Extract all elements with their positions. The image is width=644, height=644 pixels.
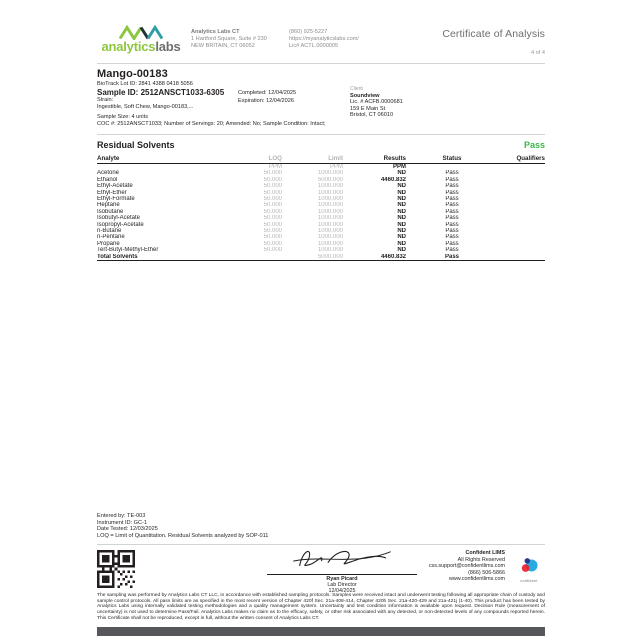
client-block — [350, 86, 403, 119]
header — [97, 24, 545, 63]
footer-divider — [97, 544, 545, 545]
loq-value: 50.000 — [263, 215, 282, 222]
strain-label: Strain: — [97, 97, 114, 103]
page-number: 4 of 4 — [531, 50, 545, 56]
status-value: Pass — [445, 170, 459, 177]
coc-line: COC #: 2512ANSCT1033; Number of Servings: 20; Amended: No; Sample Condition: Intact; — [97, 120, 326, 127]
status-value: Pass — [445, 240, 459, 247]
loq-value: 50.000 — [263, 227, 282, 234]
table-header-row — [97, 155, 545, 163]
lab-phone: (860) 925-5227 — [289, 29, 328, 35]
analyticslabs-logo-icon — [118, 25, 164, 40]
loq-value: 50.000 — [263, 183, 282, 190]
loq-value: 50.000 — [263, 202, 282, 209]
result-value: ND — [397, 208, 406, 215]
lims-website: www.confidentlims.com — [448, 576, 505, 583]
status-value: Pass — [445, 176, 459, 183]
analyte-name: Isobutyl-Acetate — [97, 215, 141, 222]
limit-value: 1000.000 — [317, 221, 343, 228]
analyte-name: Isobutane — [97, 208, 124, 215]
biotrack-lot-id: BioTrack Lot ID: 2841 4388 0418 5056 — [97, 81, 193, 87]
client-address-line2: Bristol, CT 06010 — [350, 112, 394, 119]
certificate-title-block — [442, 28, 545, 56]
lims-phone: (866) 506-5866 — [468, 569, 505, 576]
page-bottom-bar — [97, 627, 545, 636]
analyte-name: n-Butane — [97, 227, 122, 234]
analyte-name: Heptane — [97, 202, 120, 209]
certificate-page — [97, 24, 545, 637]
sample-size: Sample Size: 4 units — [97, 114, 148, 120]
limit-value: 1000.000 — [317, 227, 343, 234]
client-label: Client — [350, 86, 363, 92]
signature-block — [262, 547, 422, 594]
entry-details — [97, 513, 268, 539]
lab-address — [191, 29, 267, 50]
limit-value: 1000.000 — [317, 195, 343, 202]
result-value: ND — [397, 234, 406, 241]
disclaimer-text: The sampling was performed by Analytics Labs CT LLC, in accordance with established sampling protocols. Samples were received intact and underwent testing following all appropriate chain of custody and sample control protocols. All pass limits are as specified in the most recent version of Chapter 420f Sec. 21a-408-414, Chapter 420h Sec. 21a-420-429 and 21a-421j (1-40). This product has been tested by Analytics Labs using internally validated testing methodologies and a quality management system. Uncertainty and test condition information is available upon request. Decision Rule (measurement of uncertainty) is not used to determine Pass/Fail. Analytics Labs makes no claim as to the efficacy, safety, or other risk associated with any detected, or non-detected levels of any compounds reported herein. This Certificate shall not be reproduced, except in full, without the written consent of Analytics Labs CT. — [97, 593, 545, 621]
status-value: Pass — [445, 189, 459, 196]
limit-value: 1000.000 — [317, 170, 343, 177]
brand-wordmark — [97, 41, 185, 53]
brand-wordmark-primary: analytics — [101, 39, 156, 54]
table-units-row — [97, 163, 545, 170]
lims-rights: All Rights Reserved — [457, 556, 505, 563]
result-value: ND — [397, 247, 406, 254]
signature-line — [267, 574, 417, 575]
limit-value: 1000.000 — [317, 234, 343, 241]
sample-description: Ingestible, Soft Chew, Mango-00183,... — [97, 103, 194, 110]
result-value: ND — [397, 240, 406, 247]
result-value: 4460.832 — [343, 254, 406, 261]
signature-date: 12/04/2025 — [328, 588, 356, 594]
loq-note: LOQ = Limit of Quantitation. Residual Solvents analyzed by SOP-011 — [97, 532, 269, 539]
lims-name: Confident LIMS — [465, 550, 505, 556]
loq-value: 50.000 — [263, 234, 282, 241]
client-address-line1: 159 E Main St — [350, 105, 386, 112]
status-value: Pass — [445, 195, 459, 202]
column-header-loq: LOQ — [227, 155, 282, 163]
status-value: Pass — [445, 208, 459, 215]
result-value: ND — [397, 183, 406, 190]
limit-value: 1000.000 — [317, 247, 343, 254]
analyte-name: Tert-Butyl-Methyl-Ether — [97, 247, 159, 254]
limit-value: 5000.000 — [317, 176, 343, 183]
analyte-name: Total Solvents — [97, 254, 227, 261]
status-value: Pass — [445, 221, 459, 228]
sample-size-block — [97, 114, 326, 127]
section-header — [97, 135, 545, 155]
sample-id: Sample ID: 2512ANSCT1033-6305 — [97, 88, 225, 97]
instrument-id: Instrument ID: GC-1 — [97, 519, 148, 526]
loq-value: 50.000 — [263, 176, 282, 183]
unit-limit: PPM — [329, 163, 343, 170]
expiration-date: Expiration: 12/04/2026 — [238, 97, 294, 104]
lab-license: Lic# ACTL.0000005 — [289, 43, 339, 49]
analyte-name: Isopropyl-Acetate — [97, 221, 144, 228]
date-tested: Date Tested: 12/03/2025 — [97, 526, 158, 533]
column-header-qualifiers: Qualifiers — [498, 155, 545, 163]
completed-date: Completed: 12/04/2025 — [238, 90, 297, 96]
product-name: Mango-00183 — [97, 68, 168, 80]
result-value: ND — [397, 195, 406, 202]
result-value: ND — [397, 170, 406, 177]
result-value: 4460.832 — [380, 176, 406, 183]
status-value: Pass — [445, 227, 459, 234]
status-value: Pass — [406, 254, 498, 261]
sample-info — [97, 64, 545, 134]
confident-lims-logo — [513, 557, 545, 583]
status-value: Pass — [445, 202, 459, 209]
loq-value: 50.000 — [263, 221, 282, 228]
analyte-name: Ethyl-Acetate — [97, 183, 133, 190]
results-table — [97, 155, 545, 261]
loq-value: 50.000 — [263, 240, 282, 247]
confident-lims-logo-text: confident — [520, 579, 538, 583]
status-value: Pass — [445, 234, 459, 241]
analyticslabs-logo — [97, 25, 185, 53]
unit-results: PPM — [392, 163, 406, 170]
analyte-name: Ethyl-Ether — [97, 189, 127, 196]
result-value: ND — [397, 215, 406, 222]
result-value: ND — [397, 221, 406, 228]
signer-name: Ryan Picard — [326, 576, 358, 582]
unit-loq: PPM — [268, 163, 282, 170]
column-header-status: Status — [406, 155, 498, 163]
lims-contact-block — [429, 550, 505, 583]
confident-lims-logo-icon — [518, 557, 540, 574]
sample-dates — [238, 90, 296, 105]
loq-value: 50.000 — [263, 195, 282, 202]
limit-value: 1000.000 — [317, 183, 343, 190]
lab-contact — [289, 29, 359, 50]
client-license: Lic. # ACFB.0000681 — [350, 99, 403, 106]
status-value: Pass — [445, 215, 459, 222]
qualifier-value — [498, 254, 545, 261]
loq-value: 50.000 — [263, 170, 282, 177]
loq-value: 50.000 — [263, 208, 282, 215]
client-name: Soundview — [350, 92, 380, 99]
result-value: ND — [397, 202, 406, 209]
lab-address-line2: NEW BRITAIN, CT 06052 — [191, 43, 255, 49]
lab-address-line1: 1 Hartford Square, Suite # 230 — [191, 36, 267, 42]
limit-value: 1000.000 — [317, 202, 343, 209]
limit-value: 1000.000 — [317, 240, 343, 247]
analyte-name: Ethanol — [97, 176, 118, 183]
limit-value: 1000.000 — [317, 189, 343, 196]
table-total-row — [97, 254, 545, 261]
limit-value: 5000.000 — [282, 254, 343, 261]
column-header-analyte: Analyte — [97, 155, 227, 163]
column-header-results: Results — [343, 155, 406, 163]
signature-icon — [287, 547, 397, 569]
analyte-name: Ethyl-Formate — [97, 195, 135, 202]
limit-value: 1000.000 — [317, 208, 343, 215]
limit-value: 1000.000 — [317, 215, 343, 222]
lims-email: css.support@confidentlims.com — [428, 563, 505, 570]
analyte-name: n-Pentane — [97, 234, 125, 241]
analyte-name: Propane — [97, 240, 120, 247]
loq-value — [227, 254, 282, 261]
result-value: ND — [397, 227, 406, 234]
section-status-badge: Pass — [523, 140, 545, 150]
status-value: Pass — [445, 183, 459, 190]
loq-value: 50.000 — [263, 247, 282, 254]
section-title: Residual Solvents — [97, 140, 175, 150]
lab-name: Analytics Labs CT — [191, 29, 240, 35]
result-value: ND — [397, 189, 406, 196]
qr-code — [97, 550, 135, 593]
brand-wordmark-secondary: labs — [155, 39, 181, 54]
loq-value: 50.000 — [263, 189, 282, 196]
entered-by: Entered by: TE-003 — [97, 513, 146, 519]
analyte-name: Acetone — [97, 170, 120, 177]
column-header-limit: Limit — [282, 155, 343, 163]
lab-website: https://myanalyticslabs.com/ — [289, 36, 359, 42]
signer-title: Lab Director — [327, 582, 357, 588]
certificate-title: Certificate of Analysis — [442, 28, 545, 40]
status-value: Pass — [445, 247, 459, 254]
